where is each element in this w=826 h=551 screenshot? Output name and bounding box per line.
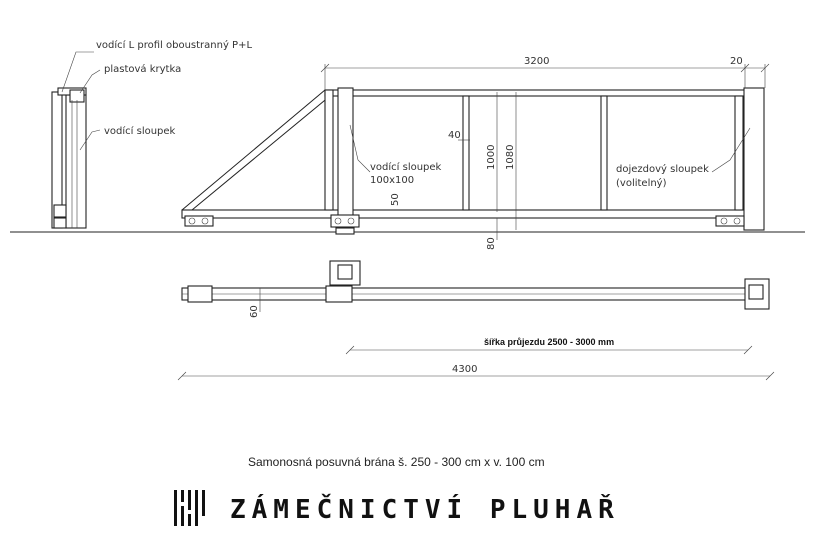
guide-profile-label: vodící L profil oboustranný P+L bbox=[96, 40, 253, 51]
brand-name: ZÁMEČNICTVÍ PLUHAŘ bbox=[230, 495, 620, 525]
dim-total-length: 4300 bbox=[452, 364, 478, 375]
dim-post-offset: 20 bbox=[730, 56, 743, 67]
dim-plan-60: 60 bbox=[249, 305, 260, 318]
brand-logo-icon bbox=[174, 490, 205, 526]
side-guide-post bbox=[52, 88, 86, 228]
dim-offset-50: 50 bbox=[390, 193, 401, 206]
end-post-label: dojezdový sloupek bbox=[616, 164, 709, 175]
drawing-caption: Samonosná posuvná brána š. 250 - 300 cm x v. 100 cm bbox=[248, 455, 545, 469]
dim-height-1000: 1000 bbox=[486, 144, 497, 170]
guide-post-size-label: 100x100 bbox=[370, 175, 415, 186]
guide-post-label: vodící sloupek bbox=[370, 162, 442, 173]
passage-width-label: šířka průjezdu 2500 - 3000 mm bbox=[484, 337, 615, 347]
plastic-cap-label: plastová krytka bbox=[104, 64, 182, 75]
dim-width-total-top: 3200 bbox=[524, 56, 550, 67]
side-guide-post-label: vodící sloupek bbox=[104, 126, 176, 137]
dim-frame-40: 40 bbox=[448, 130, 461, 141]
dim-height-1080: 1080 bbox=[505, 144, 516, 170]
dim-bottom-80: 80 bbox=[486, 237, 497, 250]
end-post-optional-label: (volitelný) bbox=[616, 178, 667, 189]
gate-plan-view bbox=[182, 261, 769, 309]
gate-elevation bbox=[182, 88, 764, 234]
